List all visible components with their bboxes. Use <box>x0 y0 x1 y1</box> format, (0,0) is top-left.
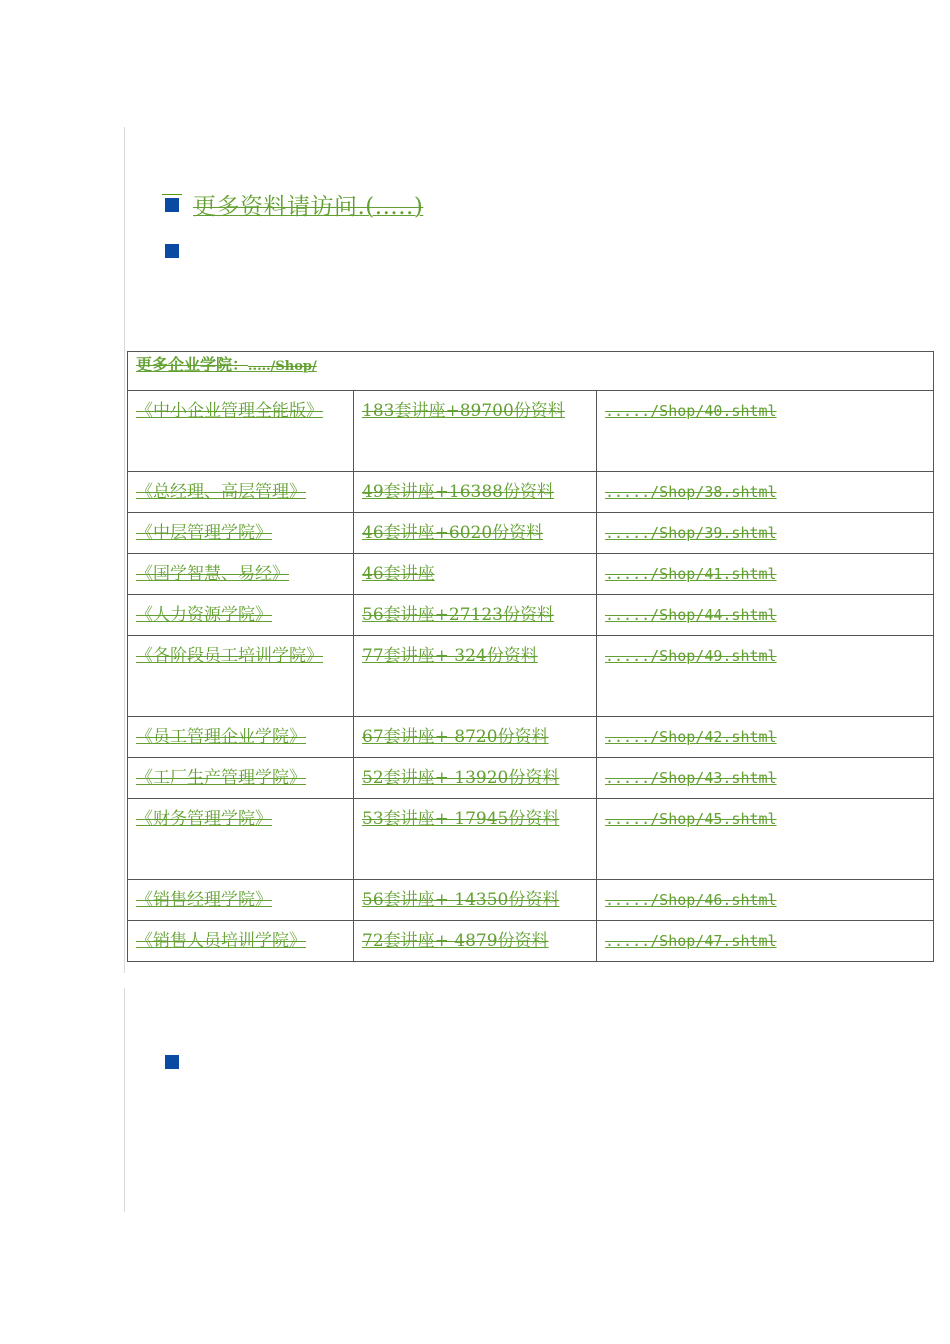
table-row <box>128 880 934 921</box>
table-cell <box>354 636 597 717</box>
academy-content-link[interactable]: 77套讲座+ 324份资料 <box>362 646 538 666</box>
academy-catalog-table <box>127 351 934 962</box>
table-row <box>128 636 934 717</box>
table-cell <box>597 636 934 717</box>
table-row <box>128 595 934 636</box>
bullet-item-empty-2 <box>165 1055 179 1069</box>
academy-url-link[interactable]: ...../Shop/42.shtml <box>605 728 777 746</box>
table-cell <box>597 554 934 595</box>
academy-url-link[interactable]: ...../Shop/43.shtml <box>605 769 777 787</box>
academy-url-link[interactable]: ...../Shop/46.shtml <box>605 891 777 909</box>
academy-content-link[interactable]: 46套讲座+6020份资料 <box>362 523 544 543</box>
header-url[interactable]: ...../Shop/ <box>248 359 317 374</box>
table-cell <box>354 921 597 962</box>
table-cell <box>128 595 354 636</box>
table-cell <box>597 595 934 636</box>
table-row <box>128 717 934 758</box>
bullet-dash <box>162 194 182 195</box>
table-cell <box>354 595 597 636</box>
table-cell <box>128 799 354 880</box>
academy-name-link[interactable]: 《国学智慧、易经》 <box>136 564 289 584</box>
academy-content-link[interactable]: 53套讲座+ 17945份资料 <box>362 809 560 829</box>
table-cell <box>128 513 354 554</box>
academy-name-link[interactable]: 《财务管理学院》 <box>136 809 272 829</box>
academy-name-link[interactable]: 《员工管理企业学院》 <box>136 727 306 747</box>
bullet-item-visit <box>165 188 423 221</box>
table-cell <box>597 880 934 921</box>
academy-content-link[interactable]: 183套讲座+89700份资料 <box>362 401 565 421</box>
table-row <box>128 472 934 513</box>
table-cell <box>128 717 354 758</box>
table-cell <box>354 799 597 880</box>
table-cell <box>128 921 354 962</box>
academy-content-link[interactable]: 67套讲座+ 8720份资料 <box>362 727 549 747</box>
square-bullet-icon <box>165 198 179 212</box>
academy-name-link[interactable]: 《各阶段员工培训学院》 <box>136 646 323 666</box>
academy-url-link[interactable]: ...../Shop/39.shtml <box>605 524 777 542</box>
table-cell <box>597 391 934 472</box>
academy-url-link[interactable]: ...../Shop/44.shtml <box>605 606 777 624</box>
academy-name-link[interactable]: 《中小企业管理全能版》 <box>136 401 323 421</box>
academy-name-link[interactable]: 《人力资源学院》 <box>136 605 272 625</box>
academy-content-link[interactable]: 49套讲座+16388份资料 <box>362 482 554 502</box>
table-row <box>128 391 934 472</box>
bullet-item-empty-1 <box>165 244 179 258</box>
left-margin-line <box>124 127 125 973</box>
table-cell <box>128 880 354 921</box>
table-row <box>128 921 934 962</box>
table-cell <box>354 472 597 513</box>
table-cell <box>128 554 354 595</box>
academy-url-link[interactable]: ...../Shop/47.shtml <box>605 932 777 950</box>
square-bullet-icon <box>165 1055 179 1069</box>
table-row <box>128 758 934 799</box>
table-cell <box>354 717 597 758</box>
table-row <box>128 554 934 595</box>
academy-content-link[interactable]: 72套讲座+ 4879份资料 <box>362 931 549 951</box>
academy-name-link[interactable]: 《销售人员培训学院》 <box>136 931 306 951</box>
table-cell <box>354 554 597 595</box>
table-row <box>128 799 934 880</box>
academy-name-link[interactable]: 《销售经理学院》 <box>136 890 272 910</box>
table-cell <box>597 921 934 962</box>
academy-content-link[interactable]: 46套讲座 <box>362 564 435 584</box>
table-cell <box>354 758 597 799</box>
more-resources-link[interactable]: 更多资料请访问.(.....) <box>193 194 424 220</box>
table-cell <box>128 758 354 799</box>
academy-url-link[interactable]: ...../Shop/41.shtml <box>605 565 777 583</box>
academy-content-link[interactable]: 56套讲座+27123份资料 <box>362 605 554 625</box>
table-row <box>128 513 934 554</box>
header-label[interactable]: 更多企业学院： <box>136 355 249 374</box>
academy-name-link[interactable]: 《中层管理学院》 <box>136 523 272 543</box>
academy-name-link[interactable]: 《工厂生产管理学院》 <box>136 768 306 788</box>
table-cell <box>354 391 597 472</box>
academy-url-link[interactable]: ...../Shop/38.shtml <box>605 483 777 501</box>
left-margin-line-lower <box>124 988 125 1212</box>
table-cell <box>597 472 934 513</box>
academy-url-link[interactable]: ...../Shop/40.shtml <box>605 402 777 420</box>
table-cell <box>128 636 354 717</box>
table-cell <box>128 472 354 513</box>
academy-url-link[interactable]: ...../Shop/49.shtml <box>605 647 777 665</box>
table-cell <box>597 799 934 880</box>
table-cell <box>354 513 597 554</box>
table-cell <box>597 758 934 799</box>
table-cell <box>128 391 354 472</box>
table-cell <box>597 717 934 758</box>
academy-content-link[interactable]: 52套讲座+ 13920份资料 <box>362 768 560 788</box>
academy-url-link[interactable]: ...../Shop/45.shtml <box>605 810 777 828</box>
table-header <box>128 352 934 391</box>
academy-content-link[interactable]: 56套讲座+ 14350份资料 <box>362 890 560 910</box>
square-bullet-icon <box>165 244 179 258</box>
academy-name-link[interactable]: 《总经理、高层管理》 <box>136 482 306 502</box>
table-body <box>128 391 934 962</box>
table-cell <box>354 880 597 921</box>
table-cell <box>597 513 934 554</box>
